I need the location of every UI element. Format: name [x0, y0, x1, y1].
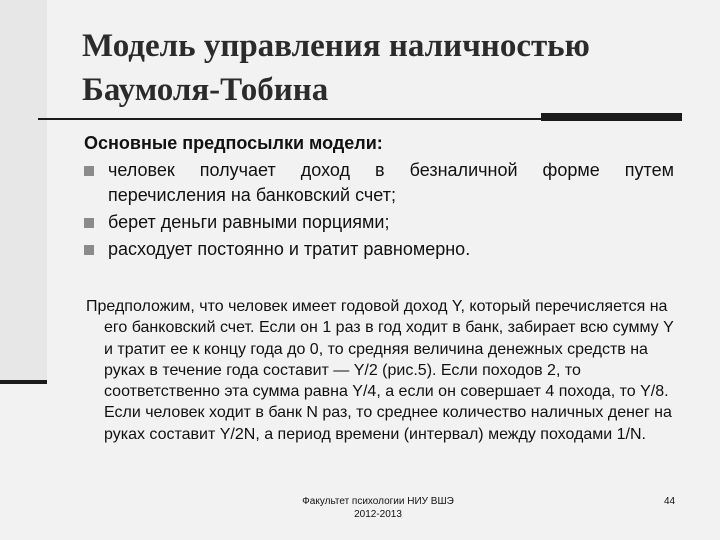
page-number: 44 [664, 496, 676, 507]
title-line-2: Баумоля-Тобина [82, 72, 329, 108]
footer-line-1: Факультет психологии НИУ ВШЭ [302, 496, 454, 507]
list-item [84, 210, 674, 235]
body-paragraph: Предположим, что человек имеет годовой доход Y, который перечисляется на его банковский счет. Если он 1 раз в год ходит в банк, забирает всю сумму Y и тратит ее к концу года до 0, то средняя величина денежных средств на руках в течение года составит — Y/2 (рис.5). Если походов 2, то соответственно эта сумма равна Y/4, а если он совершает 4 похода, то Y/8. Если человек ходит в банк N раз, то среднее количество наличных денег на руках составит Y/2N, а период времени (интервал) между походами 1/N. [86, 298, 674, 443]
footer [298, 495, 458, 521]
list-item [84, 237, 674, 262]
square-bullet-icon [84, 166, 94, 176]
footer-line-2: 2012-2013 [354, 509, 402, 520]
left-decorative-bar [0, 380, 47, 384]
list-item-text: человек получает доход в безналичной форме путем перечисления на банковский счет; [108, 160, 674, 205]
left-decorative-band [0, 0, 47, 384]
section-heading: Основные предпосылки модели: [84, 133, 383, 153]
title-line-1: Модель управления наличностью [82, 28, 590, 64]
list-item-text: расходует постоянно и тратит равномерно. [108, 239, 471, 259]
title-divider-accent [541, 113, 682, 121]
list-item [84, 158, 674, 208]
list-item-text: берет деньги равными порциями; [108, 212, 390, 232]
square-bullet-icon [84, 218, 94, 228]
square-bullet-icon [84, 245, 94, 255]
bullet-list [84, 158, 674, 264]
slide-title [82, 24, 692, 112]
